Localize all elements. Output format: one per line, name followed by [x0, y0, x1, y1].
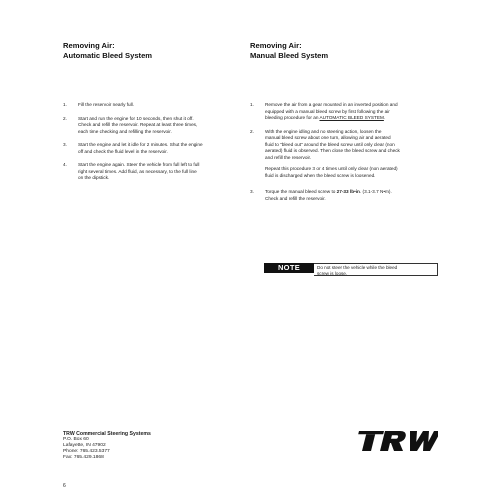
manual-step-2	[250, 129, 440, 180]
address-line: Lafayette, IN 47902	[63, 443, 106, 449]
step-text	[265, 129, 440, 180]
trw-logo	[352, 431, 438, 451]
step-number: 2.	[63, 115, 67, 121]
manual-step-1	[250, 102, 440, 122]
step-line: Start the engine and let it idle for 2 minutes. Shut the engine	[78, 142, 203, 147]
company-name: TRW Commercial Steering Systems	[63, 431, 151, 437]
right-heading-line-1: Removing Air:	[250, 41, 302, 50]
step-text	[78, 116, 243, 136]
step-text	[78, 102, 243, 109]
step-number: 2.	[250, 128, 254, 134]
manual-bleed-steps	[250, 102, 440, 209]
step-number: 3.	[63, 142, 67, 147]
right-heading-line-2: Manual Bleed System	[250, 51, 329, 60]
step-line: on the dipstick.	[78, 175, 110, 180]
automatic-step-4	[63, 162, 243, 182]
step-line: Start the engine again. Steer the vehicle from full left to full	[78, 162, 200, 167]
step-line: fluid to "bleed out" around the bleed screw until only clear (non	[265, 141, 395, 147]
right-section-heading	[250, 41, 328, 61]
step-line: aerated) fluid is observed. Then close the bleed screw and check	[265, 148, 400, 153]
note-callout	[264, 263, 438, 276]
step-line-end: .	[383, 115, 386, 120]
automatic-step-1	[63, 102, 243, 109]
company-address	[63, 431, 151, 461]
step-text	[265, 102, 440, 122]
step-line-text: bleeding procedure for an	[265, 115, 320, 120]
left-section-heading	[63, 41, 152, 61]
step-line: off and check the fluid level in the reservoir.	[78, 148, 168, 154]
note-label: NOTE	[264, 263, 314, 273]
step-line: Repeat this procedure 3 or 4 times until only clear (non aerated)	[265, 166, 398, 171]
automatic-step-3	[63, 142, 243, 155]
step-number: 4.	[63, 162, 67, 167]
step-number: 1.	[63, 102, 67, 107]
left-heading-line-1: Removing Air:	[63, 41, 115, 50]
step-text	[78, 162, 243, 182]
torque-suffix: . (3.1-3.7 N•m).	[359, 189, 392, 194]
automatic-bleed-system-link[interactable]: AUTOMATIC BLEED SYSTEM	[319, 115, 384, 120]
step-line: Check and refill the reservoir. Repeat at least three times,	[78, 122, 198, 127]
step-line: right several times. Add fluid, as necessary, to the full line	[78, 168, 197, 174]
step-line: Remove the air from a gear mounted in an inverted position and	[265, 102, 398, 107]
torque-value: 27-33 lb•in	[336, 189, 360, 194]
step-text	[78, 142, 243, 155]
note-text	[314, 263, 438, 276]
step-line: and refill the reservoir.	[265, 154, 312, 160]
torque-prefix: Torque the manual bleed screw to	[265, 189, 337, 194]
step-text	[265, 189, 440, 202]
automatic-bleed-steps	[63, 102, 243, 189]
note-line: Do not steer the vehicle while the bleed	[317, 265, 398, 270]
step-line: With the engine idling and no steering action, loosen the	[265, 128, 382, 134]
page-number: 6	[63, 483, 66, 489]
step-number: 3.	[250, 189, 254, 194]
step-line	[265, 115, 440, 122]
step-line: each time checking and refilling the reservoir.	[78, 128, 172, 134]
step-number: 1.	[250, 102, 254, 107]
fax-line: Fax: 765.429.1868	[63, 455, 104, 461]
left-heading-line-2: Automatic Bleed System	[63, 51, 153, 60]
step-line: Start and run the engine for 10 seconds, then shut it off.	[78, 115, 194, 121]
note-line: screw is loose.	[317, 270, 348, 276]
phone-line: Phone: 765.423.5377	[63, 449, 110, 455]
step-line: equipped with a manual bleed screw by first following the air	[265, 108, 390, 114]
manual-step-3	[250, 189, 440, 202]
step-line: Fill the reservoir nearly full.	[78, 102, 135, 107]
step-line: manual bleed screw about one turn, allowing air and aerated	[265, 135, 391, 140]
address-line: P.O. Box 60	[63, 437, 89, 443]
step-line: fluid is discharged when the bleed screw is loosened.	[265, 172, 376, 178]
automatic-step-2	[63, 116, 243, 136]
step-line: Check and refill the reservoir.	[265, 195, 326, 201]
